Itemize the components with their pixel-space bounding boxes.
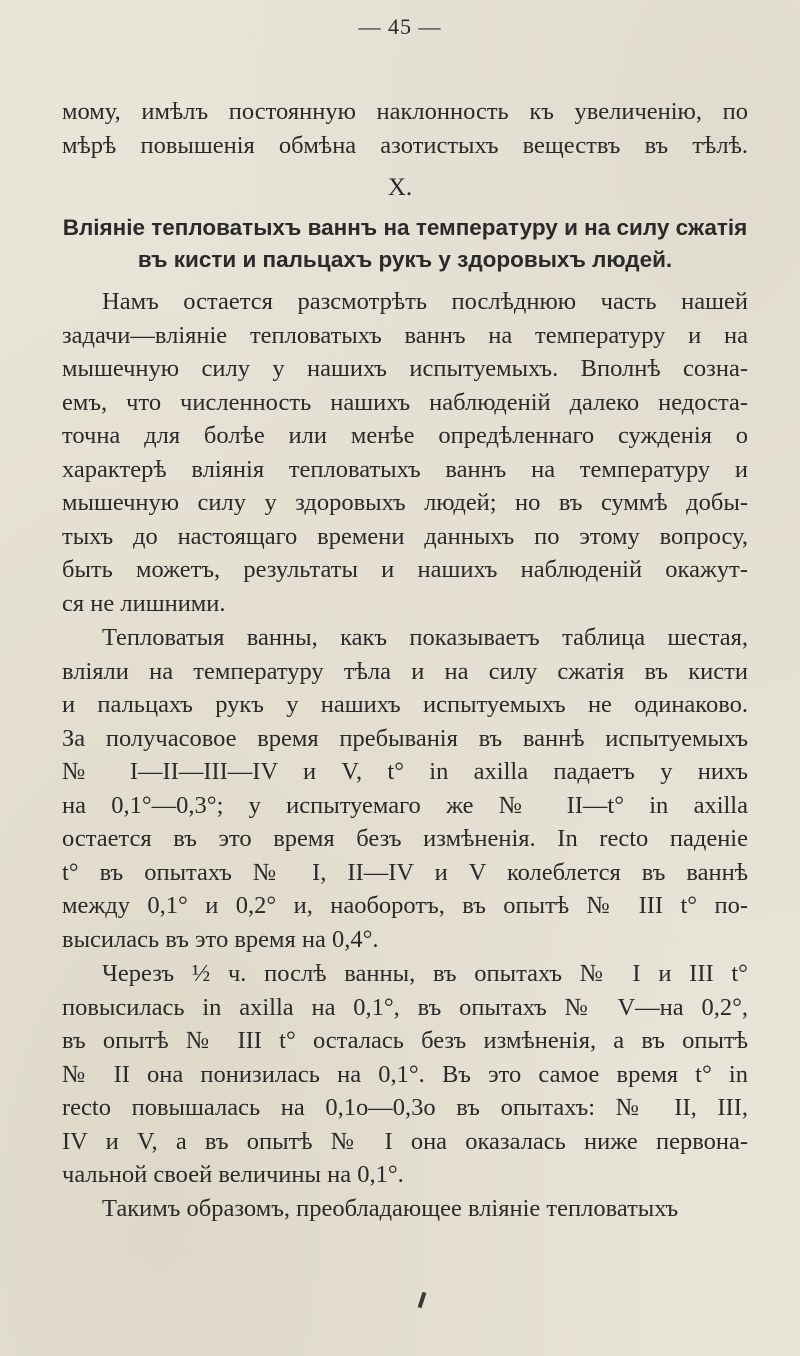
text-line: высилась въ это время на 0,4°. [62,925,379,953]
text-line: мышечную силу у нашихъ испытуемыхъ. Вполнѣ созна- [62,355,748,382]
text-line: между 0,1° и 0,2° и, наоборотъ, въ опытѣ № III t° по- [62,892,748,919]
text-line: Тепловатыя ванны, какъ показываетъ таблица шестая, [102,624,748,651]
page-number: — 45 — [358,14,442,39]
paragraph-1 [62,285,748,620]
text-line: мому, имѣлъ постоянную наклонность къ увеличенію, по [62,98,748,125]
text-line: t° въ опытахъ № I, II—IV и V колеблется въ ваннѣ [62,858,748,886]
heading-line: Вліяніе тепловатыхъ ваннъ на температуру и на силу сжатія [62,215,748,240]
text-line: точна для болѣе или менѣе опредѣленнаго сужденія о [62,422,748,449]
text-line: быть можетъ, результаты и нашихъ наблюденій окажут- [62,556,748,583]
text-line: № II она понизилась на 0,1°. Въ это самое время t° in [62,1060,748,1088]
text-line: чальной своей величины на 0,1°. [62,1161,404,1188]
text-line: ся не лишними. [62,589,226,617]
text-line: тыхъ до настоящаго времени данныхъ по этому вопросу, [62,522,748,550]
text-line: мышечную силу у здоровыхъ людей; но въ суммѣ добы- [62,489,748,516]
heading-line: въ кисти и пальцахъ рукъ у здоровыхъ людей. [137,247,673,272]
text-line: мѣрѣ повышенія обмѣна азотистыхъ веществъ въ тѣлѣ. [62,131,748,159]
paragraph-2 [62,621,748,956]
text-line: За получасовое время пребыванія въ ваннѣ испытуемыхъ [62,724,748,752]
text-line: № I—II—III—IV и V, t° in axilla падаетъ у нихъ [62,758,748,785]
text-line: характерѣ вліянія тепловатыхъ ваннъ на температуру и [62,455,748,483]
section-heading [62,212,748,276]
intro-text [62,95,748,162]
text-line: въ опытѣ № III t° осталась безъ измѣненія, а въ опытѣ [62,1027,748,1054]
text-line: Такимъ образомъ, преобладающее вліяніе тепловатыхъ [102,1194,679,1222]
text-line: IV и V, а въ опытѣ № I она оказалась ниже первона- [62,1127,748,1155]
paragraph-3 [62,957,748,1225]
text-line: остается въ это время безъ измѣненія. In recto паденіе [62,825,748,852]
text-line: задачи—вліяніе тепловатыхъ ваннъ на температуру и на [62,321,748,349]
text-line: повысилась in axilla на 0,1°, въ опытахъ № V—на 0,2°, [62,993,748,1021]
section-number: X. [387,174,413,201]
ink-mark [418,1292,427,1308]
text-line: recto повышалась на 0,1о—0,3о въ опытахъ: № II, III, [62,1094,748,1121]
text-line: Черезъ ½ ч. послѣ ванны, въ опытахъ № I и III t° [102,960,748,987]
text-line: на 0,1°—0,3°; у испытуемаго же № II—t° in axilla [62,791,748,819]
text-line: вліяли на температуру тѣла и на силу сжатія въ кисти [62,657,748,685]
text-line: и пальцахъ рукъ у нашихъ испытуемыхъ не одинаково. [62,691,748,718]
text-line: емъ, что численность нашихъ наблюденій далеко недоста- [62,388,748,416]
text-line: Намъ остается разсмотрѣть послѣднюю часть нашей [102,288,748,315]
